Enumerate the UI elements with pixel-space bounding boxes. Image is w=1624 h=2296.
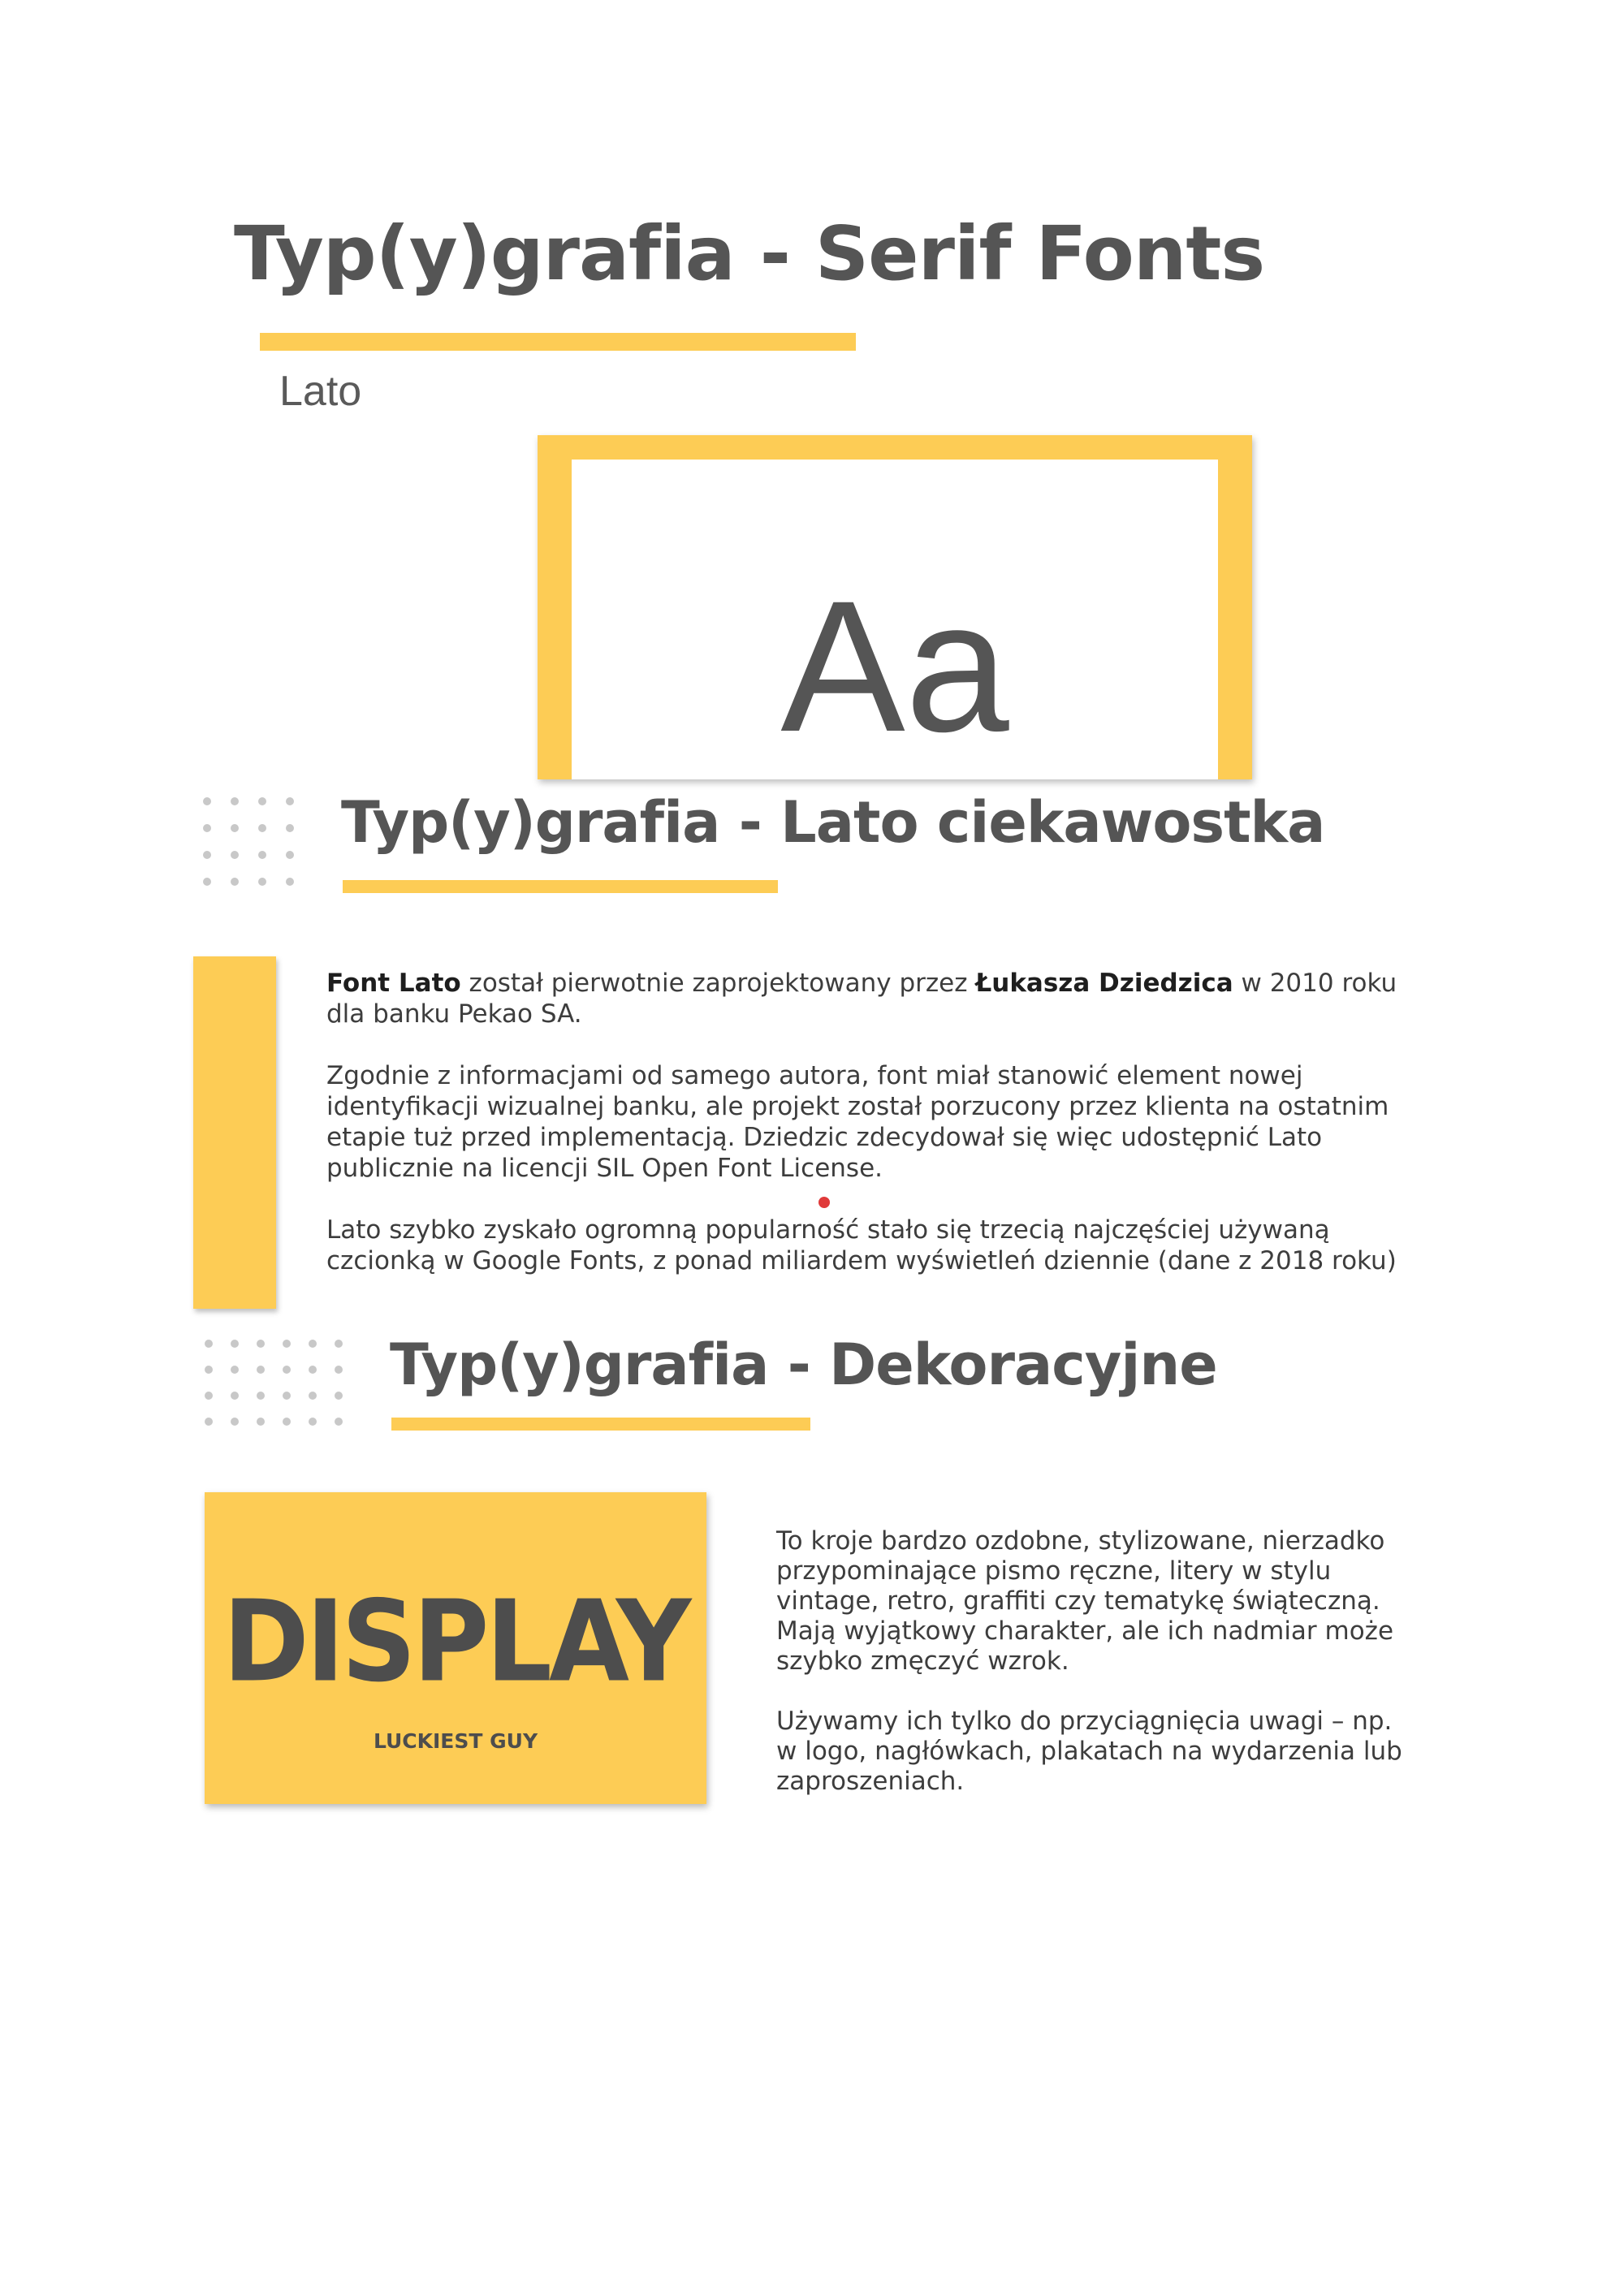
decorative-dot-grid-2 [205, 1340, 343, 1426]
font-sample-glyphs: Aa [780, 562, 1009, 770]
decorative-dot-grid [203, 797, 294, 886]
section2-paragraph-1: Font Lato został pierwotnie zaprojektowany przez Łukasza Dziedzica w 2010 roku dla banku Pekao SA. [326, 969, 1397, 1029]
section2-paragraph-3: Lato szybko zyskało ogromną popularność stało się trzecią najczęściej używaną czcionką w Google Fonts, z ponad miliardem wyświetleń dziennie (dane z 2018 roku) [326, 1215, 1397, 1275]
display-font-sample [205, 1492, 706, 1804]
section3-paragraph-2: Używamy ich tylko do przyciągnięcia uwagi – np. w logo, nagłówkach, plakatach na wydarzenia lub zaproszeniach. [776, 1707, 1402, 1796]
display-font-name: LUCKIEST GUY [373, 1729, 538, 1753]
section2-paragraph-2: Zgodnie z informacjami od samego autora, font miał stanowić element nowej identyfikacji wizualnej banku, ale projekt został porzucony przez klienta na ostatnim etapie tuż przed implementacją. Dziedzic zdecydował się więc udostępnić Lato publicznie na licencji SIL Open Font License. [326, 1061, 1389, 1183]
font-name-label: Lato [279, 368, 362, 415]
red-dot-marker [818, 1197, 830, 1208]
section2-body [326, 968, 1398, 1276]
font-sample-frame [538, 435, 1252, 779]
section1-title: Typ(y)grafia - Serif Fonts [234, 210, 1265, 297]
section2-title: Typ(y)grafia - Lato ciekawostka [341, 789, 1325, 856]
section1-title-underline [260, 333, 856, 351]
section2-side-bar [193, 956, 276, 1309]
display-word: DISPLAY [222, 1577, 689, 1707]
section2-title-underline [343, 880, 778, 893]
font-sample-card [572, 460, 1218, 779]
section3-body [776, 1526, 1418, 1797]
section3-paragraph-1: To kroje bardzo ozdobne, stylizowane, nierzadko przypominające pismo ręczne, litery w stylu vintage, retro, graffiti czy tematykę świąteczną. Mają wyjątkowy charakter, ale ich nadmiar może szybko zmęczyć wzrok. [776, 1526, 1394, 1676]
section3-title-underline [391, 1418, 810, 1431]
section3-title: Typ(y)grafia - Dekoracyjne [390, 1331, 1217, 1398]
